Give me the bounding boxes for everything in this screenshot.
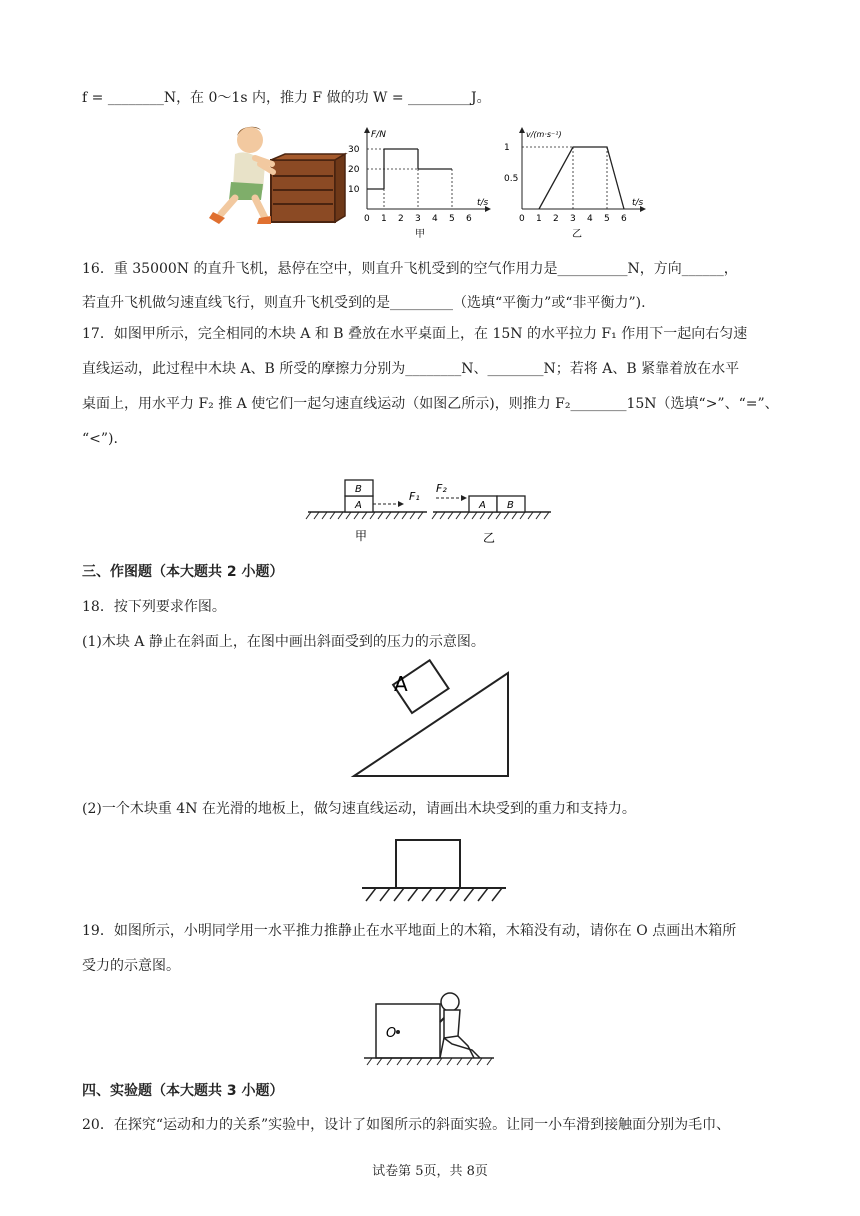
point-o-label: O bbox=[386, 1026, 397, 1041]
person-pushing-crate-illustration bbox=[205, 120, 345, 228]
y-axis-label: F/N bbox=[371, 130, 386, 140]
force-f2-label: F₂ bbox=[436, 482, 447, 495]
y-tick-label: 0.5 bbox=[504, 174, 519, 184]
y-tick-label: 20 bbox=[348, 165, 360, 175]
q20-line1: 20．在探究“运动和力的关系”实验中，设计了如图所示的斜面实验。让同一小车滑到接触面分别为毛巾、 bbox=[82, 1117, 731, 1133]
x-tick-label: 3 bbox=[570, 214, 576, 224]
x-axis-label: t/s bbox=[632, 198, 644, 208]
x-axis-label: t/s bbox=[477, 198, 489, 208]
y-axis-label: v/(m·s⁻¹) bbox=[526, 130, 562, 139]
block-a2-label: A bbox=[479, 500, 486, 511]
force-time-graph bbox=[345, 125, 495, 240]
q18-part2: (2)一个木块重 4N 在光滑的地板上，做匀速直线运动，请画出木块受到的重力和支持力。 bbox=[82, 801, 636, 817]
q15-text: f = ________N，在 0～1s 内，推力 F 做的功 W = _________J。 bbox=[82, 90, 491, 106]
y-axis-arrow bbox=[364, 127, 370, 133]
y-axis-arrow bbox=[519, 127, 525, 133]
incline-block-label: A bbox=[394, 672, 408, 696]
force-f1-label: F₁ bbox=[409, 490, 420, 503]
y-tick-label: 30 bbox=[348, 145, 360, 155]
q17-line4: “<”). bbox=[82, 431, 118, 447]
stacked-blocks-figure bbox=[305, 472, 555, 547]
section-4-title: 四、实验题（本大题共 3 小题） bbox=[82, 1083, 284, 1099]
y-tick-label: 1 bbox=[504, 143, 510, 153]
x-tick-label: 6 bbox=[466, 214, 472, 224]
q19-line1: 19．如图所示，小明同学用一水平推力推静止在水平地面上的木箱，木箱没有动，请你在 O 点画出木箱所 bbox=[82, 923, 737, 939]
block-a-label: A bbox=[355, 500, 362, 511]
velocity-line bbox=[539, 147, 624, 209]
caption-jia: 甲 bbox=[415, 229, 425, 240]
x-tick-label: 1 bbox=[381, 214, 387, 224]
x-tick-label: 5 bbox=[604, 214, 610, 224]
x-tick-label: 0 bbox=[364, 214, 370, 224]
x-tick-label: 0 bbox=[519, 214, 525, 224]
block-b2-label: B bbox=[507, 500, 514, 511]
x-tick-label: 5 bbox=[449, 214, 455, 224]
block-on-floor-figure bbox=[360, 838, 510, 908]
q17-line2: 直线运动，此过程中木块 A、B 所受的摩擦力分别为________N、________N；若将 A、B 紧靠着放在水平 bbox=[82, 361, 740, 377]
q18-part1: (1)木块 A 静止在斜面上，在图中画出斜面受到的压力的示意图。 bbox=[82, 634, 485, 650]
block-b-label: B bbox=[355, 484, 362, 495]
x-tick-label: 6 bbox=[621, 214, 627, 224]
incline-block-figure bbox=[350, 665, 515, 780]
caption-yi: 乙 bbox=[483, 531, 496, 545]
velocity-time-graph bbox=[500, 125, 660, 240]
q17-line1: 17．如图甲所示，完全相同的木块 A 和 B 叠放在水平桌面上，在 15N 的水平拉力 F₁ 作用下一起向右匀速 bbox=[82, 326, 748, 342]
caption-yi: 乙 bbox=[572, 229, 582, 240]
x-tick-label: 4 bbox=[432, 214, 438, 224]
x-tick-label: 4 bbox=[587, 214, 593, 224]
q19-line2: 受力的示意图。 bbox=[82, 958, 180, 974]
q16-line1: 16．重 35000N 的直升飞机，悬停在空中，则直升飞机受到的空气作用力是__________N，方向______， bbox=[82, 261, 738, 277]
x-tick-label: 1 bbox=[536, 214, 542, 224]
caption-jia: 甲 bbox=[355, 529, 368, 543]
person-pushing-box-figure bbox=[362, 988, 497, 1068]
q16-line2: 若直升飞机做匀速直线飞行，则直升飞机受到的是_________（选填“平衡力”或“非平衡力”). bbox=[82, 295, 646, 311]
q18-intro: 18．按下列要求作图。 bbox=[82, 599, 226, 615]
q17-line3: 桌面上，用水平力 F₂ 推 A 使它们一起匀速直线运动（如图乙所示)，则推力 F₂________15N（选填“>”、“=”、 bbox=[82, 396, 779, 412]
section-3-title: 三、作图题（本大题共 2 小题） bbox=[82, 564, 284, 580]
x-tick-label: 2 bbox=[398, 214, 404, 224]
x-tick-label: 3 bbox=[415, 214, 421, 224]
page-footer: 试卷第 5页，共 8页 bbox=[372, 1164, 488, 1179]
y-tick-label: 10 bbox=[348, 185, 360, 195]
x-tick-label: 2 bbox=[553, 214, 559, 224]
